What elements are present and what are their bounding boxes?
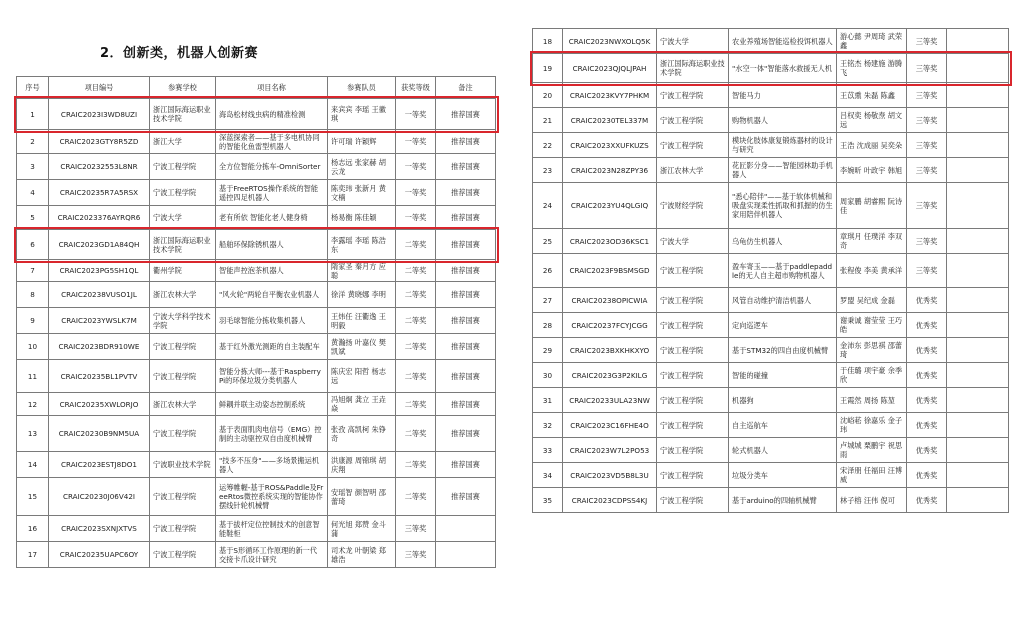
members: 张孜 高凯柯 朱铮奇: [328, 416, 396, 452]
project-id: CRAIC20230TEL337M: [563, 108, 657, 133]
award-level: 三等奖: [396, 542, 436, 568]
members: 王炜任 汪衢逸 王明毅: [328, 308, 396, 334]
project-id: CRAIC20237FCYJCGG: [563, 313, 657, 338]
note: 推荐国赛: [436, 308, 496, 334]
project-name: 机器狗: [729, 388, 837, 413]
project-name: 农业养殖场智能巡检投饵机器人: [729, 29, 837, 54]
school: 宁波职业技术学院: [150, 452, 216, 478]
project-name: 定向巡逻车: [729, 313, 837, 338]
table-row: [533, 388, 1009, 413]
row-index: 17: [17, 542, 49, 568]
table-row: [533, 488, 1009, 513]
members: 王苡熏 朱磊 陈鑫: [837, 83, 907, 108]
award-level: 三等奖: [907, 133, 947, 158]
note: [436, 542, 496, 568]
project-id: CRAIC2023376AYRQR6: [49, 206, 150, 230]
note: [947, 288, 1009, 313]
award-level: 三等奖: [907, 54, 947, 83]
award-level: 一等奖: [396, 180, 436, 206]
members: 冯旭炯 龚立 王垚焱: [328, 393, 396, 416]
table-row: [17, 206, 496, 230]
members: 李露瑶 李瑶 陈浩东: [328, 230, 396, 260]
project-id: CRAIC2023C16FHE4O: [563, 413, 657, 438]
row-index: 13: [17, 416, 49, 452]
award-table-left: [16, 76, 496, 568]
table-row: [17, 130, 496, 154]
note: 推荐国赛: [436, 416, 496, 452]
note: 推荐国赛: [436, 334, 496, 360]
school: 宁波工程学院: [657, 488, 729, 513]
project-id: CRAIC2023N28ZPY36: [563, 158, 657, 183]
award-level: 二等奖: [396, 452, 436, 478]
project-id: CRAIC2023XXUFKUZS: [563, 133, 657, 158]
table-row: [17, 416, 496, 452]
note: [947, 313, 1009, 338]
project-id: CRAIC2023G3P2KILG: [563, 363, 657, 388]
row-index: 7: [17, 260, 49, 282]
award-level: 二等奖: [396, 230, 436, 260]
award-level: 一等奖: [396, 99, 436, 130]
members: 谢秉诚 谢莹莹 王巧皓: [837, 313, 907, 338]
award-level: 二等奖: [396, 478, 436, 516]
award-level: 优秀奖: [907, 288, 947, 313]
note: [947, 183, 1009, 229]
table-row: [533, 463, 1009, 488]
note: 推荐国赛: [436, 230, 496, 260]
note: 推荐国赛: [436, 282, 496, 308]
members: 章琪月 任璞洋 李双奇: [837, 229, 907, 254]
row-index: 20: [533, 83, 563, 108]
table-row: [533, 254, 1009, 288]
header-note: 备注: [436, 77, 496, 99]
row-index: 11: [17, 360, 49, 393]
project-id: CRAIC2023YWSLK7M: [49, 308, 150, 334]
project-name: 基于表面肌肉电信号（EMG）控制的主动驱控双自由度机械臂: [216, 416, 328, 452]
project-id: CRAIC2023CDPSS4KJ: [563, 488, 657, 513]
note: [947, 438, 1009, 463]
members: 王铭杰 杨建施 游腾飞: [837, 54, 907, 83]
table-row: [17, 180, 496, 206]
row-index: 8: [17, 282, 49, 308]
project-id: CRAIC20233ULA23NW: [563, 388, 657, 413]
table-row: [533, 83, 1009, 108]
note: 推荐国赛: [436, 393, 496, 416]
members: 卢城城 栗鹏宇 祝思雨: [837, 438, 907, 463]
project-name: 海岛松材线虫病的精准检测: [216, 99, 328, 130]
school: 衢州学院: [150, 260, 216, 282]
row-index: 18: [533, 29, 563, 54]
school: 宁波财经学院: [657, 183, 729, 229]
row-index: 1: [17, 99, 49, 130]
project-name: 风管自动维护清洁机器人: [729, 288, 837, 313]
award-level: 一等奖: [396, 206, 436, 230]
school: 宁波工程学院: [150, 154, 216, 180]
project-name: 花匠影分身——智能园林助手机器人: [729, 158, 837, 183]
row-index: 5: [17, 206, 49, 230]
project-id: CRAIC20235UAPC6OY: [49, 542, 150, 568]
table-row: [17, 542, 496, 568]
project-name: 智能的碰撞: [729, 363, 837, 388]
row-index: 27: [533, 288, 563, 313]
school: 宁波工程学院: [657, 413, 729, 438]
document-page-right: [512, 0, 1024, 640]
award-level: 三等奖: [907, 183, 947, 229]
members: 金沛东 彭思祺 邵蕾琦: [837, 338, 907, 363]
row-index: 10: [17, 334, 49, 360]
school: 浙江农林大学: [150, 282, 216, 308]
project-name: 基于拔杆定位控制技术的创意智能鞋柜: [216, 516, 328, 542]
project-name: 基于S形循环工作原理的新一代交接卡爪设计研究: [216, 542, 328, 568]
award-table-right: [532, 28, 1009, 513]
note: [947, 54, 1009, 83]
project-name: 基于STM32的四自由度机械臂: [729, 338, 837, 363]
project-id: CRAIC2023KVY7PHKM: [563, 83, 657, 108]
note: [947, 108, 1009, 133]
members: 洪康源 周锦琪 胡庆翔: [328, 452, 396, 478]
project-name: "技多不压身"——多场景搬运机器人: [216, 452, 328, 478]
school: 浙江国际海运职业技术学院: [657, 54, 729, 83]
table-row: [533, 183, 1009, 229]
project-name: 基于FreeRTOS操作系统的智能遥控四足机器人: [216, 180, 328, 206]
award-level: 优秀奖: [907, 463, 947, 488]
header-school: 参赛学校: [150, 77, 216, 99]
award-level: 三等奖: [907, 229, 947, 254]
award-level: 二等奖: [396, 260, 436, 282]
table-row: [17, 478, 496, 516]
school: 浙江农林大学: [657, 158, 729, 183]
project-id: CRAIC2023BXKHKXYO: [563, 338, 657, 363]
school: 宁波工程学院: [150, 416, 216, 452]
row-index: 15: [17, 478, 49, 516]
project-id: CRAIC20230B9NM5UA: [49, 416, 150, 452]
project-id: CRAIC2023NWXOLQ5K: [563, 29, 657, 54]
section-title: 2．创新类，机器人创新赛: [100, 46, 259, 61]
table-row: [17, 282, 496, 308]
school: 宁波大学科学技术学院: [150, 308, 216, 334]
school: 宁波工程学院: [657, 288, 729, 313]
table-row: [17, 308, 496, 334]
row-index: 31: [533, 388, 563, 413]
note: 推荐国赛: [436, 130, 496, 154]
table-row: [533, 313, 1009, 338]
school: 宁波工程学院: [657, 108, 729, 133]
members: 沈峪菘 徐嘉乐 金子玮: [837, 413, 907, 438]
award-level: 优秀奖: [907, 363, 947, 388]
project-name: 船舶环保除锈机器人: [216, 230, 328, 260]
school: 浙江国际海运职业技术学院: [150, 99, 216, 130]
members: 许可瑞 许颖辉: [328, 130, 396, 154]
table-row: [533, 288, 1009, 313]
note: 推荐国赛: [436, 206, 496, 230]
project-id: CRAIC2023BDR910WE: [49, 334, 150, 360]
award-level: 二等奖: [396, 308, 436, 334]
members: 王霞然 周扬 陈堃: [837, 388, 907, 413]
note: 推荐国赛: [436, 99, 496, 130]
project-name: 智能分拣大师---基于Raspberry Pi的环保垃圾分类机器人: [216, 360, 328, 393]
header-members: 参赛队员: [328, 77, 396, 99]
project-id: CRAIC2023YU4QLGIQ: [563, 183, 657, 229]
members: 安瑶智 颜智明 邵蕾琦: [328, 478, 396, 516]
school: 宁波工程学院: [150, 516, 216, 542]
members: 宋泽朋 任福田 汪博威: [837, 463, 907, 488]
header-project-id: 项目编号: [49, 77, 150, 99]
table-row: [533, 29, 1009, 54]
award-level: 优秀奖: [907, 488, 947, 513]
note: 推荐国赛: [436, 260, 496, 282]
project-name: "风火轮"两轮自平衡农业机器人: [216, 282, 328, 308]
school: 宁波工程学院: [150, 360, 216, 393]
award-level: 一等奖: [396, 154, 436, 180]
school: 宁波工程学院: [657, 254, 729, 288]
row-index: 12: [17, 393, 49, 416]
row-index: 35: [533, 488, 563, 513]
table-row: [533, 338, 1009, 363]
project-id: CRAIC2023OD36KSC1: [563, 229, 657, 254]
school: 宁波工程学院: [657, 338, 729, 363]
award-level: 一等奖: [396, 130, 436, 154]
school: 宁波工程学院: [150, 180, 216, 206]
row-index: 4: [17, 180, 49, 206]
award-level: 三等奖: [907, 254, 947, 288]
school: 宁波大学: [657, 229, 729, 254]
note: [436, 516, 496, 542]
project-id: CRAIC20232553L8NR: [49, 154, 150, 180]
members: 于佳璐 项宇豪 余季欣: [837, 363, 907, 388]
row-index: 3: [17, 154, 49, 180]
members: 吕权奕 杨敬焘 胡文远: [837, 108, 907, 133]
note: [947, 158, 1009, 183]
note: [947, 29, 1009, 54]
row-index: 6: [17, 230, 49, 260]
note: [947, 463, 1009, 488]
school: 宁波大学: [150, 206, 216, 230]
project-id: CRAIC2023QJQLJPAH: [563, 54, 657, 83]
award-level: 二等奖: [396, 416, 436, 452]
members: 杨志远 张家赫 胡云龙: [328, 154, 396, 180]
project-name: 盈车寄玉——基于paddlepaddle的无人自主超市购物机器人: [729, 254, 837, 288]
header-award: 获奖等级: [396, 77, 436, 99]
table-row: [17, 154, 496, 180]
award-level: 二等奖: [396, 360, 436, 393]
table-row: [17, 260, 496, 282]
note: 推荐国赛: [436, 478, 496, 516]
project-name: 轮式机器人: [729, 438, 837, 463]
header-index: 序号: [17, 77, 49, 99]
project-name: 智能声控泡茶机器人: [216, 260, 328, 282]
project-id: CRAIC20235BL1PVTV: [49, 360, 150, 393]
award-level: 二等奖: [396, 334, 436, 360]
row-index: 26: [533, 254, 563, 288]
project-name: 深蓝探索者——基于多电机协同的智能化鱼雷型机器人: [216, 130, 328, 154]
row-index: 29: [533, 338, 563, 363]
award-level: 优秀奖: [907, 413, 947, 438]
project-name: 模块化肢体康复锻炼器材的设计与研究: [729, 133, 837, 158]
row-index: 2: [17, 130, 49, 154]
row-index: 34: [533, 463, 563, 488]
project-name: "悉心陪伴"——基于软体机械和吸盘实现柔性抓取和抓握的仿生家用陪伴机器人: [729, 183, 837, 229]
row-index: 16: [17, 516, 49, 542]
members: 徐洋 黄晓娜 李明: [328, 282, 396, 308]
school: 宁波工程学院: [657, 363, 729, 388]
award-level: 三等奖: [907, 83, 947, 108]
members: 王浩 沈成丽 吴奕朵: [837, 133, 907, 158]
note: [947, 488, 1009, 513]
school: 宁波工程学院: [657, 463, 729, 488]
award-level: 二等奖: [396, 393, 436, 416]
table-header-row: [17, 77, 496, 99]
project-id: CRAIC20238VUSO1JL: [49, 282, 150, 308]
project-name: 自主巡航车: [729, 413, 837, 438]
award-level: 优秀奖: [907, 313, 947, 338]
project-id: CRAIC2023SXNJXTVS: [49, 516, 150, 542]
row-index: 33: [533, 438, 563, 463]
project-name: 全方位智能分拣车-OmniSorter: [216, 154, 328, 180]
award-level: 三等奖: [907, 158, 947, 183]
note: 推荐国赛: [436, 180, 496, 206]
table-row: [17, 360, 496, 393]
project-id: CRAIC2023W7L2PO53: [563, 438, 657, 463]
table-row: [533, 229, 1009, 254]
school: 浙江国际海运职业技术学院: [150, 230, 216, 260]
members: 黄瀚扬 叶嘉仪 樊凯斌: [328, 334, 396, 360]
note: [947, 83, 1009, 108]
members: 隋家圣 秦月方 应聪: [328, 260, 396, 282]
project-name: 老有所依 智能化老人健身椅: [216, 206, 328, 230]
note: 推荐国赛: [436, 154, 496, 180]
project-id: CRAIC2023PG5SH1QL: [49, 260, 150, 282]
members: 林子榕 汪伟 倪可: [837, 488, 907, 513]
members: 陈庆宏 阳哲 杨志远: [328, 360, 396, 393]
project-name: 乌龟仿生机器人: [729, 229, 837, 254]
project-id: CRAIC2023GTY8R5ZD: [49, 130, 150, 154]
table-row: [17, 230, 496, 260]
project-name: 羽毛球智能分拣收集机器人: [216, 308, 328, 334]
project-name: 智能马力: [729, 83, 837, 108]
school: 宁波工程学院: [657, 133, 729, 158]
school: 宁波工程学院: [657, 83, 729, 108]
table-row: [17, 393, 496, 416]
project-id: CRAIC2023F9BSMSGD: [563, 254, 657, 288]
table-row: [17, 516, 496, 542]
table-row: [533, 363, 1009, 388]
members: 陈奕玮 张新月 黄文楠: [328, 180, 396, 206]
school: 浙江农林大学: [150, 393, 216, 416]
award-level: 三等奖: [396, 516, 436, 542]
row-index: 14: [17, 452, 49, 478]
table-row: [533, 133, 1009, 158]
note: 推荐国赛: [436, 360, 496, 393]
table-row: [533, 158, 1009, 183]
members: 李婉昕 叶政宇 韩旭: [837, 158, 907, 183]
award-level: 优秀奖: [907, 338, 947, 363]
project-id: CRAIC2023ESTJ8DO1: [49, 452, 150, 478]
note: [947, 229, 1009, 254]
project-id: CRAIC20235R7A5RSX: [49, 180, 150, 206]
school: 浙江大学: [150, 130, 216, 154]
row-index: 28: [533, 313, 563, 338]
header-project-name: 项目名称: [216, 77, 328, 99]
row-index: 25: [533, 229, 563, 254]
project-id: CRAIC20238OPICWIA: [563, 288, 657, 313]
award-level: 三等奖: [907, 29, 947, 54]
school: 宁波工程学院: [150, 478, 216, 516]
note: [947, 413, 1009, 438]
project-name: "水空一体"智能落水救援无人机: [729, 54, 837, 83]
award-level: 三等奖: [907, 108, 947, 133]
award-level: 二等奖: [396, 282, 436, 308]
school: 宁波大学: [657, 29, 729, 54]
table-row: [17, 99, 496, 130]
table-row: [533, 54, 1009, 83]
row-index: 30: [533, 363, 563, 388]
members: 周家鹏 胡睿熙 阮诗佳: [837, 183, 907, 229]
school: 宁波工程学院: [150, 542, 216, 568]
award-level: 优秀奖: [907, 438, 947, 463]
project-id: CRAIC2023I3WD8UZI: [49, 99, 150, 130]
row-index: 23: [533, 158, 563, 183]
table-row: [533, 438, 1009, 463]
note: [947, 388, 1009, 413]
members: 张程俊 李美 黄承洋: [837, 254, 907, 288]
school: 宁波工程学院: [657, 438, 729, 463]
members: 司术龙 叶朝梁 郑雄浩: [328, 542, 396, 568]
members: 来宾宾 李瑶 王徽琪: [328, 99, 396, 130]
table-row: [17, 452, 496, 478]
project-name: 垃圾分类车: [729, 463, 837, 488]
project-id: CRAIC2023GD1A84QH: [49, 230, 150, 260]
members: 杨易衡 陈佳颖: [328, 206, 396, 230]
row-index: 24: [533, 183, 563, 229]
project-name: 基于红外激光测距的自主装配车: [216, 334, 328, 360]
note: [947, 133, 1009, 158]
school: 宁波工程学院: [657, 388, 729, 413]
note: 推荐国赛: [436, 452, 496, 478]
members: 游心懿 尹周琦 武荣鑫: [837, 29, 907, 54]
members: 罗盟 吴纪成 金磊: [837, 288, 907, 313]
row-index: 32: [533, 413, 563, 438]
project-name: 购物机器人: [729, 108, 837, 133]
table-row: [533, 413, 1009, 438]
project-name: 运筹帷幄-基于ROS&Paddle及FreeRtos微控系统实现的智能协作摆线针轮机械臂: [216, 478, 328, 516]
note: [947, 363, 1009, 388]
note: [947, 254, 1009, 288]
row-index: 9: [17, 308, 49, 334]
school: 宁波工程学院: [150, 334, 216, 360]
project-id: CRAIC20230J06V42I: [49, 478, 150, 516]
project-name: 基于arduino的四轴机械臂: [729, 488, 837, 513]
members: 何光旭 郑赞 金斗蒲: [328, 516, 396, 542]
project-id: CRAIC20235XWLORJO: [49, 393, 150, 416]
school: 宁波工程学院: [657, 313, 729, 338]
row-index: 19: [533, 54, 563, 83]
row-index: 22: [533, 133, 563, 158]
table-row: [17, 334, 496, 360]
project-name: 鲜耦并联主动姿态控制系统: [216, 393, 328, 416]
table-row: [533, 108, 1009, 133]
award-level: 优秀奖: [907, 388, 947, 413]
row-index: 21: [533, 108, 563, 133]
project-id: CRAIC2023VD5B8L3U: [563, 463, 657, 488]
note: [947, 338, 1009, 363]
